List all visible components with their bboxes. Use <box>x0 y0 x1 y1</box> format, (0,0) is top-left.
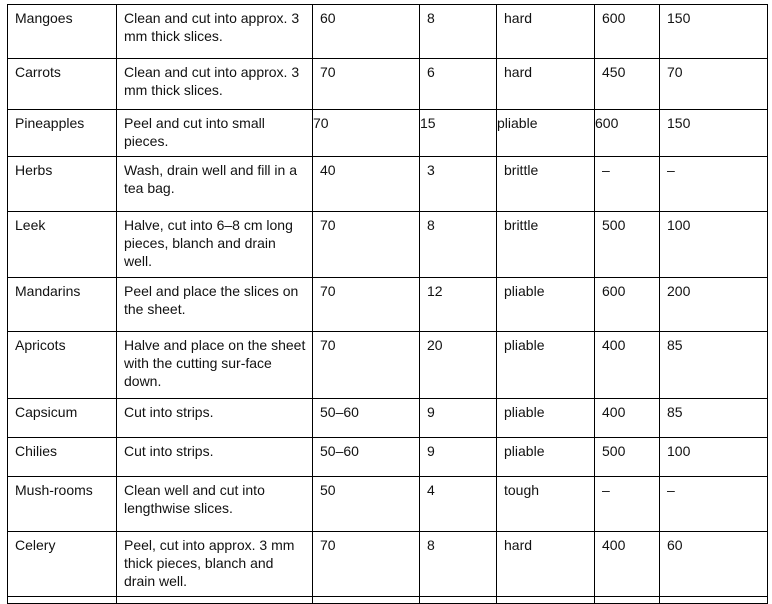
weight-after-cell: 85 <box>660 399 768 438</box>
food-cell: Leek <box>8 212 117 278</box>
table-row <box>8 278 768 332</box>
consistency-cell: brittle <box>497 212 595 278</box>
empty-cell <box>420 597 497 604</box>
empty-cell <box>660 597 768 604</box>
table-row-cutoff <box>8 597 768 604</box>
weight-after-cell: 70 <box>660 59 768 110</box>
food-cell: Capsicum <box>8 399 117 438</box>
weight-before-cell: 450 <box>595 59 660 110</box>
table-row <box>8 332 768 399</box>
weight-before-value: 600 <box>595 115 619 131</box>
weight-before-cell: 600 <box>595 5 660 59</box>
table-row <box>8 438 768 477</box>
weight-after-cell: 200 <box>660 278 768 332</box>
weight-before-cell: 500 <box>595 438 660 477</box>
weight-before-cell: 400 <box>595 399 660 438</box>
drying-time-cell: 8 <box>420 212 497 278</box>
food-cell: Mangoes <box>8 5 117 59</box>
preparation-cell: Cut into strips. <box>117 399 313 438</box>
empty-cell <box>595 597 660 604</box>
consistency-cell: pliable <box>497 278 595 332</box>
weight-after-cell: 85 <box>660 332 768 399</box>
empty-cell <box>117 597 313 604</box>
drying-time-cell: 12 <box>420 278 497 332</box>
weight-before-cell: 500 <box>595 212 660 278</box>
drying-time-cell: 3 <box>420 157 497 212</box>
temperature-cell <box>313 110 420 157</box>
temperature-cell: 50 <box>313 477 420 532</box>
drying-table <box>7 4 768 604</box>
preparation-cell: Halve, cut into 6–8 cm long pieces, blanch and drain well. <box>117 212 313 278</box>
preparation-cell: Peel and cut into small pieces. <box>117 110 313 157</box>
weight-before-cell: 600 <box>595 278 660 332</box>
drying-time-value: 15 <box>420 115 436 131</box>
weight-before-cell: – <box>595 477 660 532</box>
food-cell: Carrots <box>8 59 117 110</box>
consistency-cell: pliable <box>497 438 595 477</box>
weight-before-cell: 400 <box>595 332 660 399</box>
weight-after-cell: 150 <box>660 5 768 59</box>
temperature-cell: 70 <box>313 212 420 278</box>
food-cell: Herbs <box>8 157 117 212</box>
drying-time-cell: 9 <box>420 438 497 477</box>
preparation-cell: Clean and cut into approx. 3 mm thick slices. <box>117 59 313 110</box>
weight-before-cell: – <box>595 157 660 212</box>
weight-after-cell: 60 <box>660 532 768 597</box>
table-row <box>8 59 768 110</box>
food-cell: Mush-rooms <box>8 477 117 532</box>
empty-cell <box>8 597 117 604</box>
consistency-cell: hard <box>497 5 595 59</box>
table-row <box>8 532 768 597</box>
table-row <box>8 399 768 438</box>
food-cell: Apricots <box>8 332 117 399</box>
drying-time-cell: 8 <box>420 5 497 59</box>
consistency-cell: tough <box>497 477 595 532</box>
weight-after-cell: 100 <box>660 212 768 278</box>
table-row <box>8 157 768 212</box>
weight-after-cell: – <box>660 157 768 212</box>
preparation-cell: Clean well and cut into lengthwise slices. <box>117 477 313 532</box>
drying-time-cell: 8 <box>420 532 497 597</box>
consistency-cell: brittle <box>497 157 595 212</box>
weight-after-cell: 100 <box>660 438 768 477</box>
weight-after-cell: – <box>660 477 768 532</box>
preparation-cell: Wash, drain well and fill in a tea bag. <box>117 157 313 212</box>
consistency-cell: hard <box>497 59 595 110</box>
temperature-cell: 50–60 <box>313 399 420 438</box>
drying-time-cell: 20 <box>420 332 497 399</box>
consistency-cell <box>497 110 595 157</box>
food-cell: Pineapples <box>8 110 117 157</box>
temperature-value: 70 <box>313 115 329 131</box>
drying-time-cell: 6 <box>420 59 497 110</box>
temperature-cell: 60 <box>313 5 420 59</box>
temperature-cell: 70 <box>313 332 420 399</box>
consistency-cell: hard <box>497 532 595 597</box>
empty-cell <box>497 597 595 604</box>
preparation-cell: Peel and place the slices on the sheet. <box>117 278 313 332</box>
food-cell: Chilies <box>8 438 117 477</box>
table-row <box>8 212 768 278</box>
preparation-cell: Halve and place on the sheet with the cutting sur-face down. <box>117 332 313 399</box>
drying-time-cell: 4 <box>420 477 497 532</box>
consistency-value: pliable <box>497 115 538 131</box>
preparation-cell: Cut into strips. <box>117 438 313 477</box>
consistency-cell: pliable <box>497 332 595 399</box>
empty-cell <box>313 597 420 604</box>
drying-time-cell: 9 <box>420 399 497 438</box>
temperature-cell: 50–60 <box>313 438 420 477</box>
table-row <box>8 477 768 532</box>
food-cell: Mandarins <box>8 278 117 332</box>
weight-before-cell <box>595 110 660 157</box>
temperature-cell: 70 <box>313 278 420 332</box>
food-cell: Celery <box>8 532 117 597</box>
preparation-cell: Peel, cut into approx. 3 mm thick pieces, blanch and drain well. <box>117 532 313 597</box>
temperature-cell: 70 <box>313 532 420 597</box>
consistency-cell: pliable <box>497 399 595 438</box>
temperature-cell: 40 <box>313 157 420 212</box>
table-row <box>8 110 768 157</box>
drying-time-cell <box>420 110 497 157</box>
weight-before-cell: 400 <box>595 532 660 597</box>
preparation-cell: Clean and cut into approx. 3 mm thick slices. <box>117 5 313 59</box>
weight-after-cell: 150 <box>660 110 768 157</box>
temperature-cell: 70 <box>313 59 420 110</box>
table-row <box>8 5 768 59</box>
